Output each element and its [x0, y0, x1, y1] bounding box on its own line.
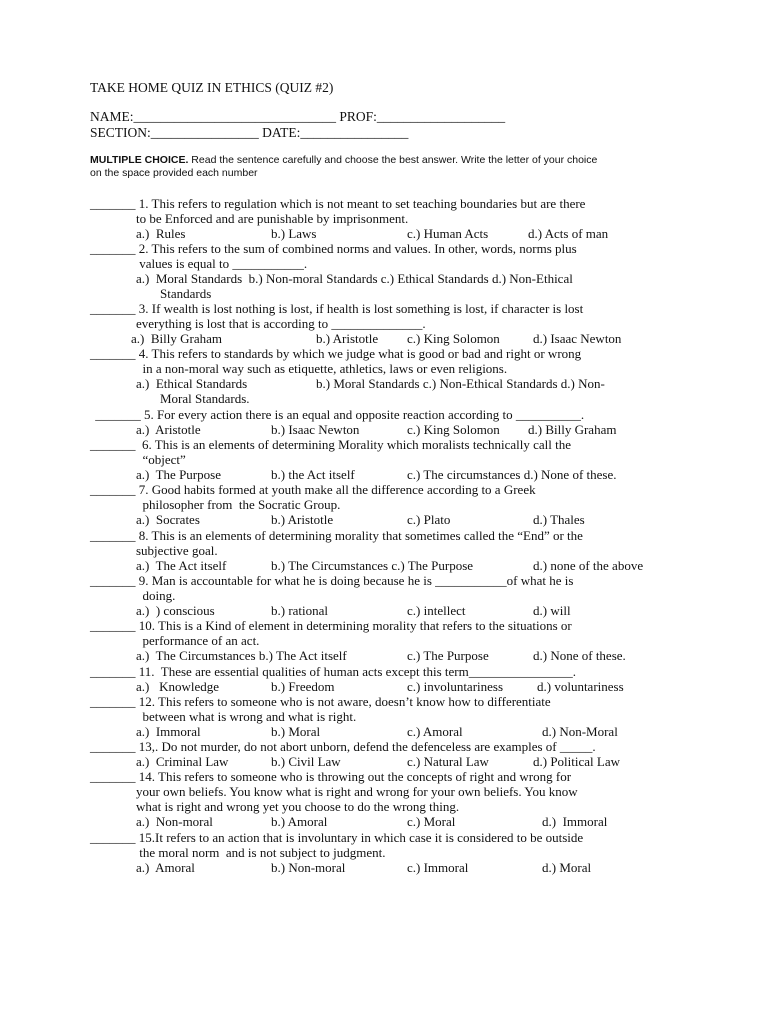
instructions-heading: MULTIPLE CHOICE.: [90, 154, 189, 166]
question-text-line: _______ 15.It refers to an action that is involuntary in which case it is considered to be outside: [90, 830, 584, 845]
question-text-line: between what is wrong and what is right.: [136, 709, 357, 725]
answer-option: a.) Socrates: [136, 512, 200, 528]
answer-option: c.) Moral: [407, 814, 456, 830]
question-text-line: _______ 6. This is an elements of determining Morality which moralists technically call the: [90, 437, 572, 452]
question-text-line: _______ 10. This is a Kind of element in determining morality that refers to the situations or: [90, 618, 572, 633]
answer-option: d.) Billy Graham: [528, 422, 617, 438]
section-date-field: SECTION:________________ DATE:________________: [90, 125, 409, 140]
question-text-line: performance of an act.: [136, 633, 260, 649]
question-text-line: _______ 2. This refers to the sum of combined norms and values. In other, words, norms plus: [90, 241, 577, 256]
answer-option: c.) King Solomon: [407, 422, 500, 438]
question-text-line: _______ 8. This is an elements of determining morality that sometimes called the “End” or the: [90, 528, 583, 543]
question-text-line: _______ 3. If wealth is lost nothing is lost, if health is lost something is lost, if character is lost: [90, 301, 584, 316]
question-text-line: _______ 9. Man is accountable for what he is doing because he is ___________of what he is: [90, 573, 574, 588]
answer-option: Standards: [160, 286, 212, 302]
answer-option: c.) Immoral: [407, 860, 469, 876]
answer-option: a.) Amoral: [136, 860, 195, 876]
answer-option: c.) Amoral: [407, 724, 463, 740]
question-text-line: your own beliefs. You know what is right and wrong for your own beliefs. You know: [136, 784, 578, 800]
answer-option: a.) The Circumstances b.) The Act itself: [136, 648, 347, 664]
answer-option: b.) Laws: [271, 226, 317, 242]
answer-option: a.) Moral Standards b.) Non-moral Standards c.) Ethical Standards d.) Non-Ethical: [136, 271, 573, 287]
question-text-line: subjective goal.: [136, 543, 218, 559]
answer-option: a.) The Act itself: [136, 558, 227, 574]
question-text-line: values is equal to ___________.: [136, 256, 308, 272]
question-text-line: _______ 14. This refers to someone who is throwing out the concepts of right and wrong for: [90, 769, 572, 784]
answer-option: c.) Plato: [407, 512, 451, 528]
name-prof-field: NAME:______________________________ PROF:___________________: [90, 109, 506, 124]
question-text-line: _______ 11. These are essential qualities of human acts except this term________________.: [90, 664, 576, 679]
answer-option: b.) Non-moral: [271, 860, 346, 876]
question-text-line: “object”: [136, 452, 186, 468]
question-text-line: doing.: [136, 588, 176, 604]
answer-option: d.) Political Law: [533, 754, 621, 770]
answer-option: d.) Acts of man: [528, 226, 609, 242]
answer-option: c.) The Purpose: [407, 648, 489, 664]
answer-option: a.) Criminal Law: [136, 754, 229, 770]
answer-option: b.) Isaac Newton: [271, 422, 360, 438]
answer-option: d.) Thales: [533, 512, 585, 528]
instructions: [90, 154, 597, 167]
question-text-line: _______ 12. This refers to someone who is not aware, doesn’t know how to differentiate: [90, 694, 551, 709]
answer-option: c.) The circumstances d.) None of these.: [407, 467, 617, 483]
question-text-line: _______ 4. This refers to standards by which we judge what is good or bad and right or wrong: [90, 346, 582, 361]
answer-option: b.) Aristotle: [271, 512, 334, 528]
answer-option: a.) Billy Graham: [131, 331, 222, 347]
question-text-line: the moral norm and is not subject to judgment.: [136, 845, 386, 861]
answer-option: a.) Rules: [136, 226, 186, 242]
answer-option: b.) rational: [271, 603, 329, 619]
answer-option: c.) Human Acts: [407, 226, 489, 242]
question-text-line: what is right and wrong yet you choose to do the wrong thing.: [136, 799, 460, 815]
answer-option: d.) will: [533, 603, 571, 619]
page-title: TAKE HOME QUIZ IN ETHICS (QUIZ #2): [90, 80, 334, 95]
answer-option: b.) Moral: [271, 724, 321, 740]
answer-option: b.) Aristotle: [316, 331, 379, 347]
answer-option: a.) Knowledge: [136, 679, 220, 695]
answer-option: b.) Amoral: [271, 814, 328, 830]
question-text-line: philosopher from the Socratic Group.: [136, 497, 341, 513]
answer-option: a.) Immoral: [136, 724, 201, 740]
answer-option: d.) voluntariness: [537, 679, 624, 695]
answer-option: a.) Non-moral: [136, 814, 213, 830]
answer-option: d.) none of the above: [533, 558, 644, 574]
instructions-line1: Read the sentence carefully and choose the best answer. Write the letter of your choice: [188, 154, 598, 166]
answer-option: b.) Civil Law: [271, 754, 341, 770]
question-text-line: _______ 1. This refers to regulation which is not meant to set teaching boundaries but are there: [90, 196, 586, 211]
answer-option: d.) None of these.: [533, 648, 626, 664]
question-text-line: _______ 7. Good habits formed at youth make all the difference according to a Greek: [90, 482, 536, 497]
answer-option: Moral Standards.: [160, 391, 250, 407]
answer-option: c.) King Solomon: [407, 331, 500, 347]
question-text-line: _______ 5. For every action there is an equal and opposite reaction according to __________.: [92, 407, 585, 422]
answer-option: d.) Moral: [542, 860, 592, 876]
answer-option: a.) Aristotle: [136, 422, 201, 438]
answer-option: c.) involuntariness: [407, 679, 504, 695]
answer-option: d.) Isaac Newton: [533, 331, 622, 347]
answer-option: b.) The Circumstances c.) The Purpose: [271, 558, 474, 574]
answer-option: c.) intellect: [407, 603, 466, 619]
instructions-line2: on the space provided each number: [90, 167, 258, 179]
answer-option: b.) the Act itself: [271, 467, 355, 483]
question-text-line: to be Enforced and are punishable by imprisonment.: [136, 211, 409, 227]
answer-option: b.) Moral Standards c.) Non-Ethical Standards d.) Non-: [316, 376, 605, 392]
answer-option: c.) Natural Law: [407, 754, 489, 770]
question-text-line: everything is lost that is according to ______________.: [136, 316, 426, 332]
answer-option: a.) Ethical Standards: [136, 376, 248, 392]
answer-option: d.) Immoral: [542, 814, 608, 830]
question-text-line: in a non-moral way such as etiquette, athletics, laws or even religions.: [136, 361, 508, 377]
question-text-line: _______ 13,. Do not murder, do not abort unborn, defend the defenceless are examples of _____.: [90, 739, 596, 754]
answer-option: d.) Non-Moral: [542, 724, 618, 740]
answer-option: a.) The Purpose: [136, 467, 221, 483]
answer-option: a.) ) conscious: [136, 603, 215, 619]
answer-option: b.) Freedom: [271, 679, 335, 695]
